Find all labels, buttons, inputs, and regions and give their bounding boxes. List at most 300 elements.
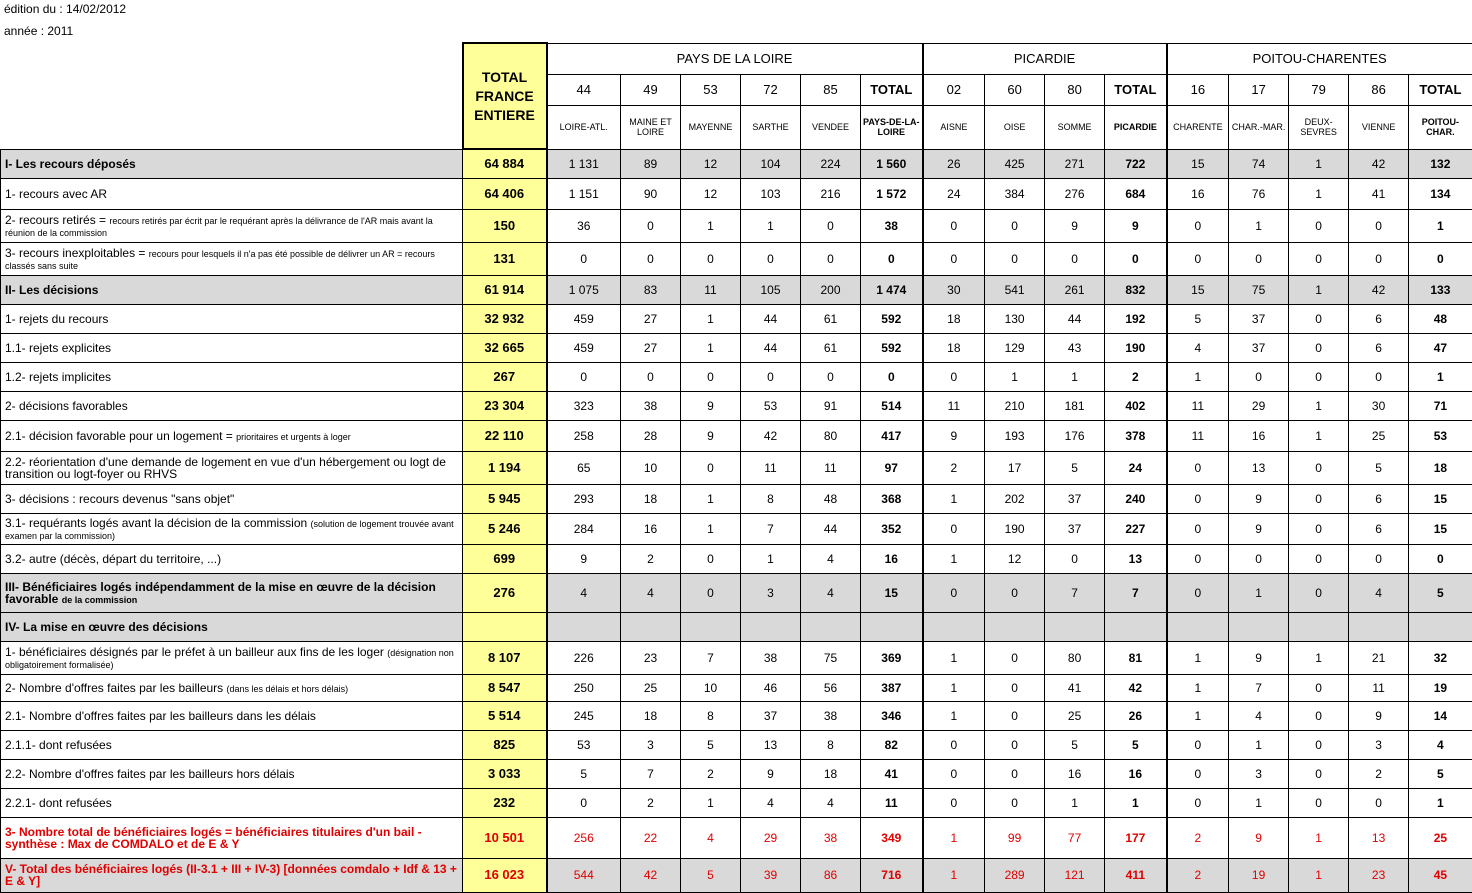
row-label-note: prioritaires et urgents à loger xyxy=(236,432,351,442)
value-cell: 1 xyxy=(1289,391,1349,420)
value-cell: 4 xyxy=(741,788,801,817)
row-label xyxy=(1,730,463,759)
value-cell: 541 xyxy=(985,275,1045,304)
value-cell: 44 xyxy=(1045,304,1105,333)
value-cell: 0 xyxy=(985,573,1045,612)
row-label xyxy=(1,701,463,730)
value-cell: 1 xyxy=(985,362,1045,391)
france-total-cell: 8 547 xyxy=(463,674,547,701)
value-cell: 65 xyxy=(547,451,621,484)
row-label-text: 2.1- décision favorable pour un logement = xyxy=(5,429,236,443)
value-cell: 23 xyxy=(1349,858,1409,892)
value-cell: 0 xyxy=(1167,573,1229,612)
value-cell: 5 xyxy=(1045,730,1105,759)
row-label-text: 3.1- requérants logés avant la décision de la commission xyxy=(5,516,311,530)
value-cell: 0 xyxy=(1229,242,1289,275)
value-cell: 0 xyxy=(547,242,621,275)
value-cell: 16 xyxy=(861,544,923,573)
row-label xyxy=(1,333,463,362)
value-cell: 13 xyxy=(1105,544,1167,573)
value-cell: 0 xyxy=(1349,242,1409,275)
row-label-text: 2.2.1- dont refusées xyxy=(5,796,112,810)
france-total-cell: 3 033 xyxy=(463,759,547,788)
dept-name: OISE xyxy=(985,105,1045,149)
value-cell: 0 xyxy=(1289,573,1349,612)
value-cell: 1 xyxy=(681,513,741,544)
value-cell: 293 xyxy=(547,484,621,513)
value-cell: 75 xyxy=(1229,275,1289,304)
value-cell: 8 xyxy=(741,484,801,513)
table-row xyxy=(1,858,1472,892)
row-label-text: V- Total des bénéficiaires logés (II-3.1 + III + IV-3) [données comdalo + Idf & 13 + E & Y] xyxy=(5,862,457,888)
value-cell: 44 xyxy=(741,304,801,333)
france-total-cell: 10 501 xyxy=(463,817,547,858)
value-cell: 9 xyxy=(1045,209,1105,242)
value-cell: 2 xyxy=(621,544,681,573)
row-label xyxy=(1,641,463,674)
value-cell: 0 xyxy=(1167,209,1229,242)
row-label-text: 1.1- rejets explicites xyxy=(5,341,111,355)
value-cell: 11 xyxy=(1167,391,1229,420)
value-cell: 0 xyxy=(1045,242,1105,275)
value-cell: 1 xyxy=(681,209,741,242)
value-cell: 42 xyxy=(1105,674,1167,701)
value-cell: 0 xyxy=(1045,544,1105,573)
row-label-text: 2.1- Nombre d'offres faites par les bailleurs dans les délais xyxy=(5,709,316,723)
value-cell: 176 xyxy=(1045,420,1105,451)
value-cell: 411 xyxy=(1105,858,1167,892)
value-cell: 2 xyxy=(621,788,681,817)
value-cell: 8 xyxy=(681,701,741,730)
value-cell: 0 xyxy=(923,513,985,544)
value-cell: 0 xyxy=(547,788,621,817)
dept-code: 85 xyxy=(801,74,861,105)
value-cell: 387 xyxy=(861,674,923,701)
dept-name: PICARDIE xyxy=(1105,105,1167,149)
value-cell: 11 xyxy=(1349,674,1409,701)
dept-name: VIENNE xyxy=(1349,105,1409,149)
value-cell: 1 xyxy=(1167,701,1229,730)
value-cell: 38 xyxy=(861,209,923,242)
value-cell: 346 xyxy=(861,701,923,730)
row-label xyxy=(1,674,463,701)
value-cell: 1 xyxy=(1229,209,1289,242)
value-cell: 11 xyxy=(681,275,741,304)
value-cell: 5 xyxy=(1409,573,1472,612)
table-row xyxy=(1,451,1472,484)
france-total-cell: 276 xyxy=(463,573,547,612)
value-cell: 7 xyxy=(681,641,741,674)
value-cell: 0 xyxy=(1409,242,1472,275)
value-cell: 104 xyxy=(741,149,801,178)
value-cell: 6 xyxy=(1349,333,1409,362)
value-cell xyxy=(801,612,861,641)
value-cell: 99 xyxy=(985,817,1045,858)
value-cell: 16 xyxy=(1167,178,1229,209)
value-cell: 10 xyxy=(681,674,741,701)
value-cell: 369 xyxy=(861,641,923,674)
value-cell: 349 xyxy=(861,817,923,858)
value-cell: 1 xyxy=(1289,275,1349,304)
value-cell: 43 xyxy=(1045,333,1105,362)
value-cell xyxy=(1167,612,1229,641)
value-cell: 103 xyxy=(741,178,801,209)
value-cell: 1 xyxy=(1167,641,1229,674)
value-cell: 91 xyxy=(801,391,861,420)
value-cell: 53 xyxy=(1409,420,1472,451)
row-label xyxy=(1,209,463,242)
dept-name: LOIRE-ATL. xyxy=(547,105,621,149)
france-total-cell: 16 023 xyxy=(463,858,547,892)
value-cell: 9 xyxy=(1229,513,1289,544)
value-cell: 18 xyxy=(621,484,681,513)
value-cell: 289 xyxy=(985,858,1045,892)
value-cell: 271 xyxy=(1045,149,1105,178)
value-cell: 368 xyxy=(861,484,923,513)
dept-name: CHAR.-MAR. xyxy=(1229,105,1289,149)
value-cell: 1 xyxy=(1229,788,1289,817)
value-cell: 13 xyxy=(741,730,801,759)
value-cell: 39 xyxy=(741,858,801,892)
edition-date: édition du : 14/02/2012 xyxy=(4,2,126,16)
value-cell: 245 xyxy=(547,701,621,730)
value-cell: 11 xyxy=(861,788,923,817)
dept-code: 17 xyxy=(1229,74,1289,105)
value-cell: 4 xyxy=(801,788,861,817)
value-cell: 0 xyxy=(1167,788,1229,817)
france-total-cell: 64 884 xyxy=(463,149,547,178)
value-cell: 48 xyxy=(1409,304,1472,333)
dalo-table xyxy=(0,42,1472,893)
value-cell: 0 xyxy=(547,362,621,391)
value-cell: 224 xyxy=(801,149,861,178)
value-cell: 0 xyxy=(1167,730,1229,759)
table-row xyxy=(1,209,1472,242)
value-cell: 544 xyxy=(547,858,621,892)
row-label-text: 3- Nombre total de bénéficiaires logés = bénéficiaires titulaires d'un bail - synthèse : Max de COMDALO et de E & Y xyxy=(5,825,422,851)
value-cell: 18 xyxy=(801,759,861,788)
value-cell: 181 xyxy=(1045,391,1105,420)
row-label-text: I- Les recours déposés xyxy=(5,157,136,171)
value-cell: 1 xyxy=(1289,641,1349,674)
value-cell: 90 xyxy=(621,178,681,209)
value-cell: 1 xyxy=(923,544,985,573)
row-label-note: de la commission xyxy=(62,595,138,605)
row-label xyxy=(1,242,463,275)
value-cell: 11 xyxy=(923,391,985,420)
row-label xyxy=(1,858,463,892)
row-label xyxy=(1,759,463,788)
value-cell: 25 xyxy=(1349,420,1409,451)
value-cell: 83 xyxy=(621,275,681,304)
value-cell: 75 xyxy=(801,641,861,674)
row-label-text: 3.2- autre (décès, départ du territoire, ...) xyxy=(5,552,221,566)
value-cell: 19 xyxy=(1409,674,1472,701)
value-cell: 133 xyxy=(1409,275,1472,304)
value-cell: 258 xyxy=(547,420,621,451)
value-cell: 240 xyxy=(1105,484,1167,513)
dept-code: 44 xyxy=(547,74,621,105)
dept-code: 49 xyxy=(621,74,681,105)
value-cell xyxy=(681,612,741,641)
value-cell: 18 xyxy=(1409,451,1472,484)
table-row xyxy=(1,333,1472,362)
table-row xyxy=(1,701,1472,730)
value-cell: 15 xyxy=(1167,275,1229,304)
value-cell: 0 xyxy=(923,759,985,788)
value-cell: 80 xyxy=(801,420,861,451)
dept-name: AISNE xyxy=(923,105,985,149)
france-total-cell: 8 107 xyxy=(463,641,547,674)
row-label-note: (dans les délais et hors délais) xyxy=(227,684,349,694)
value-cell: 61 xyxy=(801,333,861,362)
value-cell: 0 xyxy=(923,573,985,612)
value-cell: 1 xyxy=(1045,788,1105,817)
value-cell: 0 xyxy=(621,209,681,242)
value-cell: 0 xyxy=(621,362,681,391)
value-cell: 9 xyxy=(681,391,741,420)
row-label-note: recours pour lesquels il n'a pas été possible de délivrer un AR = recours classés sans suite xyxy=(5,249,435,271)
value-cell: 18 xyxy=(923,304,985,333)
value-cell: 26 xyxy=(1105,701,1167,730)
row-label-note: recours retirés par écrit par le requérant après la délivrance de l'AR mais avant la réunion de la commission xyxy=(5,216,433,238)
value-cell: 832 xyxy=(1105,275,1167,304)
value-cell: 6 xyxy=(1349,484,1409,513)
row-label xyxy=(1,817,463,858)
value-cell: 12 xyxy=(985,544,1045,573)
value-cell: 27 xyxy=(621,333,681,362)
value-cell: 2 xyxy=(1105,362,1167,391)
row-label xyxy=(1,513,463,544)
value-cell: 15 xyxy=(1409,484,1472,513)
value-cell: 192 xyxy=(1105,304,1167,333)
value-cell: 8 xyxy=(801,730,861,759)
value-cell: 0 xyxy=(1229,362,1289,391)
value-cell xyxy=(1349,612,1409,641)
value-cell: 0 xyxy=(1167,513,1229,544)
region-header: POITOU-CHARENTES xyxy=(1167,43,1472,74)
value-cell xyxy=(547,612,621,641)
value-cell: 32 xyxy=(1409,641,1472,674)
value-cell: 15 xyxy=(1167,149,1229,178)
value-cell: 132 xyxy=(1409,149,1472,178)
value-cell: 459 xyxy=(547,333,621,362)
value-cell: 9 xyxy=(681,420,741,451)
value-cell: 37 xyxy=(1229,304,1289,333)
value-cell: 44 xyxy=(741,333,801,362)
value-cell: 12 xyxy=(681,149,741,178)
value-cell: 130 xyxy=(985,304,1045,333)
value-cell: 1 xyxy=(1229,573,1289,612)
value-cell: 0 xyxy=(985,242,1045,275)
value-cell: 0 xyxy=(923,788,985,817)
value-cell: 0 xyxy=(985,641,1045,674)
table-row xyxy=(1,674,1472,701)
table-row xyxy=(1,149,1472,178)
dept-code: 60 xyxy=(985,74,1045,105)
value-cell: 38 xyxy=(621,391,681,420)
row-label-text: II- Les décisions xyxy=(5,283,98,297)
row-label xyxy=(1,178,463,209)
value-cell: 25 xyxy=(1409,817,1472,858)
row-label-text: 1- recours avec AR xyxy=(5,187,107,201)
value-cell: 4 xyxy=(681,817,741,858)
value-cell: 71 xyxy=(1409,391,1472,420)
value-cell xyxy=(1045,612,1105,641)
value-cell: 1 131 xyxy=(547,149,621,178)
value-cell: 89 xyxy=(621,149,681,178)
value-cell: 13 xyxy=(1229,451,1289,484)
value-cell: 0 xyxy=(923,209,985,242)
value-cell: 0 xyxy=(621,242,681,275)
table-row xyxy=(1,242,1472,275)
value-cell: 6 xyxy=(1349,513,1409,544)
value-cell: 190 xyxy=(985,513,1045,544)
value-cell: 0 xyxy=(1167,484,1229,513)
value-cell: 592 xyxy=(861,333,923,362)
value-cell: 11 xyxy=(741,451,801,484)
france-total-cell: 5 514 xyxy=(463,701,547,730)
value-cell: 11 xyxy=(801,451,861,484)
value-cell: 1 xyxy=(923,674,985,701)
value-cell: 0 xyxy=(1105,242,1167,275)
dept-code: 80 xyxy=(1045,74,1105,105)
france-total-cell: 267 xyxy=(463,362,547,391)
value-cell: 1 xyxy=(1045,362,1105,391)
value-cell: 77 xyxy=(1045,817,1105,858)
value-cell xyxy=(861,612,923,641)
value-cell: 0 xyxy=(1409,544,1472,573)
table-row xyxy=(1,788,1472,817)
dept-code: 72 xyxy=(741,74,801,105)
dept-name: MAYENNE xyxy=(681,105,741,149)
value-cell: 9 xyxy=(741,759,801,788)
value-cell: 0 xyxy=(1167,242,1229,275)
value-cell: 4 xyxy=(621,573,681,612)
row-label-text: 2- Nombre d'offres faites par les bailleurs xyxy=(5,681,227,695)
value-cell: 18 xyxy=(621,701,681,730)
value-cell: 193 xyxy=(985,420,1045,451)
value-cell: 19 xyxy=(1229,858,1289,892)
value-cell: 56 xyxy=(801,674,861,701)
value-cell: 41 xyxy=(861,759,923,788)
value-cell: 105 xyxy=(741,275,801,304)
row-label-text: 2.1.1- dont refusées xyxy=(5,738,112,752)
value-cell: 4 xyxy=(1229,701,1289,730)
value-cell: 0 xyxy=(1289,788,1349,817)
value-cell: 21 xyxy=(1349,641,1409,674)
value-cell: 227 xyxy=(1105,513,1167,544)
value-cell: 1 xyxy=(923,641,985,674)
value-cell: 16 xyxy=(1105,759,1167,788)
value-cell: 0 xyxy=(801,209,861,242)
value-cell: 80 xyxy=(1045,641,1105,674)
value-cell: 0 xyxy=(1289,674,1349,701)
value-cell: 6 xyxy=(1349,304,1409,333)
value-cell: 0 xyxy=(1289,333,1349,362)
row-label xyxy=(1,275,463,304)
value-cell: 1 xyxy=(1167,674,1229,701)
value-cell: 1 xyxy=(1289,178,1349,209)
value-cell: 25 xyxy=(1045,701,1105,730)
value-cell: 2 xyxy=(923,451,985,484)
row-label xyxy=(1,420,463,451)
value-cell: 0 xyxy=(1289,242,1349,275)
value-cell: 323 xyxy=(547,391,621,420)
value-cell: 53 xyxy=(547,730,621,759)
value-cell: 0 xyxy=(1289,209,1349,242)
value-cell: 0 xyxy=(801,362,861,391)
value-cell: 1 xyxy=(1289,817,1349,858)
value-cell: 16 xyxy=(1229,420,1289,451)
table-row xyxy=(1,391,1472,420)
table-row xyxy=(1,817,1472,858)
value-cell: 38 xyxy=(801,701,861,730)
value-cell: 17 xyxy=(985,451,1045,484)
value-cell: 1 xyxy=(923,858,985,892)
france-total-cell: 232 xyxy=(463,788,547,817)
france-total-cell: 825 xyxy=(463,730,547,759)
value-cell: 9 xyxy=(923,420,985,451)
row-label-text: III- Bénéficiaires logés indépendamment de la mise en œuvre de la décision favorable xyxy=(5,580,436,606)
dept-name: CHARENTE xyxy=(1167,105,1229,149)
value-cell: 4 xyxy=(547,573,621,612)
value-cell: 9 xyxy=(1105,209,1167,242)
value-cell: 30 xyxy=(923,275,985,304)
value-cell: 25 xyxy=(621,674,681,701)
value-cell xyxy=(741,612,801,641)
value-cell: 53 xyxy=(741,391,801,420)
dept-code: TOTAL xyxy=(1409,74,1472,105)
value-cell xyxy=(621,612,681,641)
value-cell: 2 xyxy=(1167,817,1229,858)
value-cell: 284 xyxy=(547,513,621,544)
dept-name: SARTHE xyxy=(741,105,801,149)
value-cell: 417 xyxy=(861,420,923,451)
france-total-cell: 1 194 xyxy=(463,451,547,484)
value-cell: 5 xyxy=(681,858,741,892)
row-label-text: 2- recours retirés = xyxy=(5,213,109,227)
value-cell: 0 xyxy=(1289,701,1349,730)
value-cell: 3 xyxy=(1229,759,1289,788)
value-cell: 722 xyxy=(1105,149,1167,178)
value-cell: 24 xyxy=(923,178,985,209)
value-cell: 29 xyxy=(741,817,801,858)
value-cell: 261 xyxy=(1045,275,1105,304)
row-label-text: 2.2- Nombre d'offres faites par les bailleurs hors délais xyxy=(5,767,295,781)
value-cell: 0 xyxy=(985,788,1045,817)
value-cell: 0 xyxy=(985,674,1045,701)
value-cell: 402 xyxy=(1105,391,1167,420)
value-cell: 1 572 xyxy=(861,178,923,209)
value-cell: 26 xyxy=(923,149,985,178)
row-label-text: 1- rejets du recours xyxy=(5,312,108,326)
value-cell xyxy=(1105,612,1167,641)
value-cell: 0 xyxy=(923,730,985,759)
row-label xyxy=(1,362,463,391)
value-cell: 0 xyxy=(681,242,741,275)
row-label xyxy=(1,788,463,817)
value-cell: 384 xyxy=(985,178,1045,209)
value-cell: 48 xyxy=(801,484,861,513)
value-cell: 1 xyxy=(1229,730,1289,759)
row-label-text: 1- bénéficiaires désignés par le préfet à un bailleur aux fins de les loger xyxy=(5,645,387,659)
value-cell: 1 xyxy=(681,788,741,817)
blank-corner xyxy=(1,43,463,149)
value-cell: 27 xyxy=(621,304,681,333)
value-cell: 74 xyxy=(1229,149,1289,178)
value-cell xyxy=(985,612,1045,641)
